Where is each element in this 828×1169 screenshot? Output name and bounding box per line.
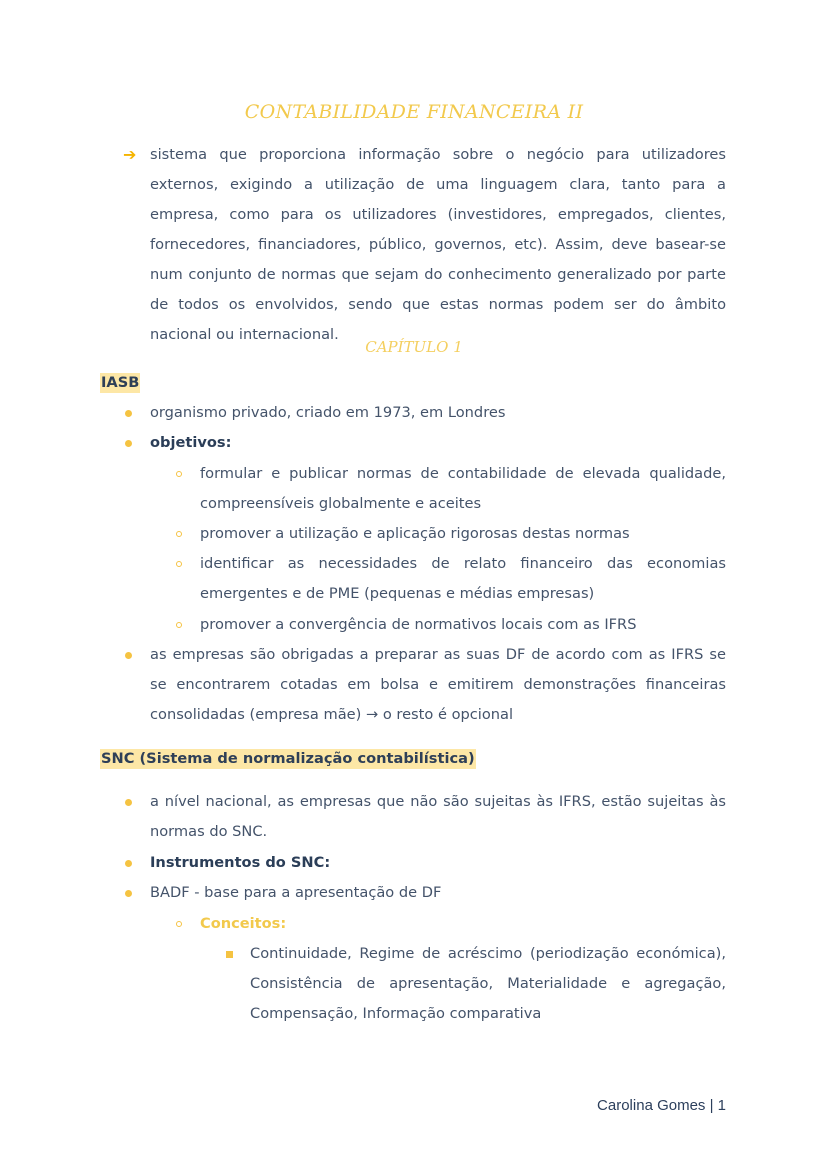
page-footer: Carolina Gomes | 1 [597, 1097, 726, 1114]
bullet-ring-icon [176, 921, 182, 927]
arrow-right-icon: ➔ [123, 145, 137, 164]
snc-badf-item: BADF - base para a apresentação de DF [150, 884, 442, 901]
document-title: CONTABILIDADE FINANCEIRA II [244, 101, 584, 123]
objective-item: promover a convergência de normativos locais com as IFRS [200, 616, 637, 633]
bullet-dot-icon [125, 440, 132, 447]
intro-paragraph: sistema que proporciona informação sobre o negócio para utilizadores externos, exigindo a utilização de uma linguagem clara, tanto para a empresa, como para os utilizadores (investidores, empregados, clientes, fornecedores, financiadores, público, governos, etc). Assim, deve basear-se num conjunto de normas que sejam do conhecimento generalizado por parte de todos os envolvidos, sendo que estas normas podem ser do âmbito nacional ou internacional. [150, 146, 726, 343]
snc-concepts-list: Continuidade, Regime de acréscimo (periodização económica), Consistência de apresentação, Materialidade e agregação, Compensação, Informação comparativa [250, 945, 726, 1022]
bullet-dot-icon [125, 890, 132, 897]
bullet-ring-icon [176, 622, 182, 628]
snc-instruments-label: Instrumentos do SNC: [150, 854, 331, 871]
bullet-dot-icon [125, 860, 132, 867]
bullet-square-icon [226, 951, 233, 958]
iasb-item-founded: organismo privado, criado em 1973, em Londres [150, 404, 506, 421]
bullet-dot-icon [125, 799, 132, 806]
snc-concepts-label: Conceitos: [200, 915, 287, 932]
bullet-ring-icon [176, 561, 182, 567]
bullet-dot-icon [125, 410, 132, 417]
bullet-dot-icon [125, 652, 132, 659]
objective-item: identificar as necessidades de relato financeiro das economias emergentes e de PME (pequenas e médias empresas) [200, 555, 726, 602]
iasb-item-obligation: as empresas são obrigadas a preparar as suas DF de acordo com as IFRS se se encontrarem cotadas em bolsa e emitirem demonstrações financeiras consolidadas (empresa mãe) → o resto é opcional [150, 646, 726, 723]
iasb-objectives-label: objetivos: [150, 434, 232, 451]
snc-heading: SNC (Sistema de normalização contabilística) [101, 750, 475, 767]
objective-item: promover a utilização e aplicação rigorosas destas normas [200, 525, 630, 542]
bullet-ring-icon [176, 531, 182, 537]
iasb-heading: IASB [101, 374, 140, 391]
objective-item: formular e publicar normas de contabilidade de elevada qualidade, compreensíveis globalmente e aceites [200, 465, 726, 512]
bullet-ring-icon [176, 471, 182, 477]
chapter-heading: CAPÍTULO 1 [365, 338, 463, 356]
snc-item-national: a nível nacional, as empresas que não são sujeitas às IFRS, estão sujeitas às normas do SNC. [150, 793, 726, 840]
